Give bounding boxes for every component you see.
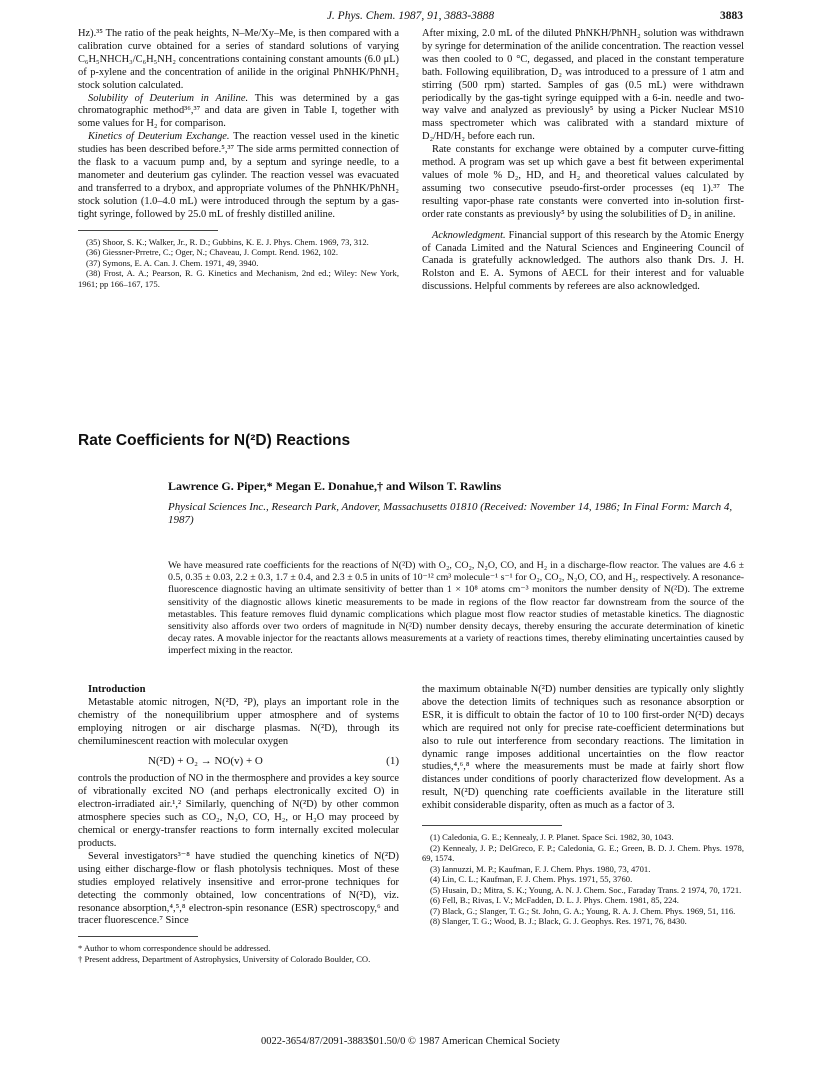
- paragraph: Rate constants for exchange were obtained by a computer curve-fitting method. A program was set up which gave a best fit between experimental values of mole % D₂, HD, and H₂ and theoretical values calculated by assuming two consecutive pseudo-first-order processes (eq 1).³⁷ The resulting vapor-phase rate constants were converted into in-solution first-order rate constants as previously⁵ by using the solubilities of D₂ in aniline.: [422, 144, 744, 220]
- reference-item: (37) Symons, E. A. Can. J. Chem. 1971, 49, 3940.: [86, 257, 259, 268]
- reference-item: (38) Frost, A. A.; Pearson, R. G. Kinetics and Mechanism, 2nd ed.; Wiley: New York, 1961; pp 166–167, 175.: [78, 268, 399, 289]
- paragraph-heading: Acknowledgment.: [432, 229, 506, 241]
- previous-article-right-column: [422, 28, 744, 294]
- reference-item: (3) Iannuzzi, M. P.; Kaufman, F. J. Chem. Phys. 1980, 73, 4701.: [430, 863, 651, 874]
- paragraph-heading: Solubility of Deuterium in Aniline.: [88, 92, 249, 104]
- reference-divider: [422, 825, 562, 826]
- reference-item: (2) Kennealy, J. P.; DelGreco, F. P.; Caledonia, G. E.; Green, B. D. J. Chem. Phys. 1978, 69, 1574.: [422, 842, 744, 864]
- reference-item: (4) Lin, C. L.; Kaufman, F. J. Chem. Phys. 1971, 55, 3760.: [430, 874, 633, 885]
- paragraph: [78, 93, 399, 132]
- paragraph: [78, 131, 399, 221]
- article-affiliation: Physical Sciences Inc., Research Park, Andover, Massachusetts 01810 (Received: November 14, 1986; In Final Form: March 4, 1987): [168, 501, 733, 526]
- previous-article-left-column: [78, 28, 399, 289]
- paragraph-heading: Kinetics of Deuterium Exchange.: [88, 131, 230, 143]
- page-footer: 0022-3654/87/2091-3883$01.50/0 © 1987 American Chemical Society: [260, 1036, 561, 1047]
- footnotes: [78, 943, 399, 964]
- reference-item: (35) Shoor, S. K.; Walker, Jr., R. D.; Gubbins, K. E. J. Phys. Chem. 1969, 73, 312.: [86, 236, 369, 247]
- footnote-divider: [78, 936, 198, 937]
- reference-item: (7) Black, G.; Slanger, T. G.; St. John, G. A.; Young, R. A. J. Chem. Phys. 1969, 51, 116.: [430, 905, 736, 916]
- reference-item: (36) Giessner-Prretre, C.; Oger, N.; Chaveau, J. Compt. Rend. 1962, 102.: [86, 247, 339, 258]
- paragraph: Metastable atomic nitrogen, N(²D, ²P), plays an important role in the chemistry of the nonequilibrium upper atmosphere and of systems employing nitrogen or air discharge plasmas. N(²D), through its chemiluminescent reaction with molecular oxygen: [78, 696, 399, 747]
- introduction-left-column: [78, 684, 399, 964]
- article-title: Rate Coefficients for N(²D) Reactions: [78, 432, 351, 449]
- paragraph: Several investigators³⁻⁸ have studied the quenching kinetics of N(²D) using either discharge-flow or flash photolysis techniques. Most of these studies employed relatively insensitive and error-prone techniques for detecting the commonly obtained, low concentrations of N(²D), viz. resonance absorption,⁴,⁵,⁸ electron-spin resonance (ESR) spectroscopy,⁶ and tracer fluorescence.⁷ Since: [78, 850, 399, 927]
- footnote-item: † Present address, Department of Astrophysics, University of Colorado Boulder, CO.: [78, 953, 371, 964]
- reference-list: [422, 832, 744, 927]
- paragraph: the maximum obtainable N(²D) number densities are typically only slightly above the detection limits of techniques such as resonance absorption or ESR, it is difficult to obtain the factor of 10 to 100 first-order N(²D) decays which are required not only for precise rate-coefficient determinations but also to rule out interference from secondary reactions. The limitation in dynamic range imposes additional uncertainties on the flow reactor studies,⁴,⁶,⁸ where the measurements must be made at fairly short flow distances under conditions of poorly characterized flow development. As a result, N(²D) quenching rate coefficients available in the literature still exhibit considerable disparity, often as much as a factor of 3.: [422, 684, 744, 812]
- reference-item: (1) Caledonia, G. E.; Kennealy, J. P. Planet. Space Sci. 1982, 30, 1043.: [430, 832, 674, 843]
- paragraph-text: The reaction vessel used in the kinetic studies has been described before.⁵,³⁷ The side arms permitted connection of the flask to a vacuum pump and, by a septum and syringe needle, to a manometer and deuterium gas cylinder. The reaction vessel was evacuated and transferred to a drybox, and appropriate volumes of the PhNHK/PhNH₂ stock solution (1.0–4.0 mL) were introduced through the septum by a gas-tight syringe, followed by 25.0 mL of freshly distilled aniline.: [78, 131, 399, 220]
- introduction-right-column: [422, 684, 744, 927]
- page-number: 3883: [720, 10, 743, 22]
- paragraph-text: This was determined by a gas chromatographic method³⁶,³⁷ and data are given in Table I, together with some values for H₂ for comparison.: [78, 92, 399, 130]
- equation: [78, 749, 399, 774]
- paragraph: [422, 230, 744, 295]
- paragraph-text: Financial support of this research by the Atomic Energy of Canada Limited and the Natural Sciences and Engineering Council of Canada is gratefully acknowledged. The authors also thank Drs. J. H. Rolston and E. A. Symons of AECL for their interest and for valuable discussions. Helpful comments by referees are also acknowledged.: [422, 229, 744, 293]
- footnote-item: * Author to whom correspondence should be addressed.: [78, 943, 271, 954]
- equation-number: (1): [386, 754, 399, 767]
- article-authors: Lawrence G. Piper,* Megan E. Donahue,† and Wilson T. Rawlins: [168, 479, 502, 493]
- equation-body: N(²D) + O₂ → NO(v) + O: [148, 754, 263, 767]
- section-heading: Introduction: [88, 684, 146, 695]
- reference-divider: [78, 230, 218, 231]
- article-abstract: We have measured rate coefficients for the reactions of N(²D) with O₂, CO₂, N₂O, CO, and H₂ in a discharge-flow reactor. The values are 4.6 ± 0.5, 0.35 ± 0.03, 2.2 ± 0.3, 1.7 ± 0.4, and 2.3 ± 0.5 in units of 10⁻¹² cm³ molecule⁻¹ s⁻¹ for O₂, CO₂, N₂O, CO, and H₂, respectively. A resonance-fluorescence diagnostic having an ultimate sensitivity of better than 1 × 10⁸ atoms cm⁻³ monitors the number density of N(²D). The extreme sensitivity of the diagnostic allows kinetic measurements to be made in regions of the flow reactor far downstream from the source of the metastables. This feature removes fluid dynamic complications which plague most flow reactor studies of metastable kinetics. The diagnostic sensitivity also affords over two orders of magnitude in N(²D) number density decays, thereby ensuring the accurate determination of kinetic decay rates. A movable injector for the reactants allows measurements at a variety of reactions times, thereby eliminating uncertainties caused by imperfect mixing in the reactor.: [168, 560, 744, 657]
- paragraph: controls the production of NO in the thermosphere and provides a key source of vibrationally excited NO (and perhaps electronically excited O) in electron-irradiated air.¹,² Similarly, quenching of N(²D) by other common atmosphere species such as CO₂, N₂O, CO, H₂, or H₂O may proceed by chemical or energy-transfer reactions to form internally excited molecular products.: [78, 773, 399, 849]
- journal-citation: J. Phys. Chem. 1987, 91, 3883-3888: [326, 10, 495, 22]
- reference-item: (8) Slanger, T. G.; Wood, B. J.; Black, G. J. Geophys. Res. 1971, 76, 8430.: [430, 916, 687, 927]
- paragraph: After mixing, 2.0 mL of the diluted PhNKH/PhNH₂ solution was withdrawn by syringe for determination of the anilide concentration. The reaction vessel was then cooled to 0 °C, degassed, and placed in the constant temperature bath. Following equilibration, D₂ was introduced to a pressure of 1 atm and stirring (500 rpm) started. Samples of gas (0.5 mL) were withdrawn periodically by the gas-tight syringe equipped with a 6-in. needle and two-way valve and analyzed as previously⁵ by using a Picker Nuclear MS10 mass spectrometer which was calibrated with a standard mixture of D₂/HD/H₂ before each run.: [422, 28, 744, 143]
- reference-item: (5) Husain, D.; Mitra, S. K.; Young, A. N. J. Chem. Soc., Faraday Trans. 2 1974, 70, 1721.: [430, 884, 742, 895]
- reference-item: (6) Fell, B.; Rivas, I. V.; McFadden, D. L. J. Phys. Chem. 1981, 85, 224.: [430, 895, 679, 906]
- reference-list: [78, 237, 399, 290]
- paragraph: Hz).³⁵ The ratio of the peak heights, N–Me/Xy–Me, is then compared with a calibration curve obtained for a series of standard solutions of varying C₆H₅NHCH₃/C₆H₅NH₂ concentrations containing constant amounts (6.0 μL) of p-xylene and the concentration of anilide in the original PhNHK/PhNH₂ stock solution calculated.: [78, 28, 399, 91]
